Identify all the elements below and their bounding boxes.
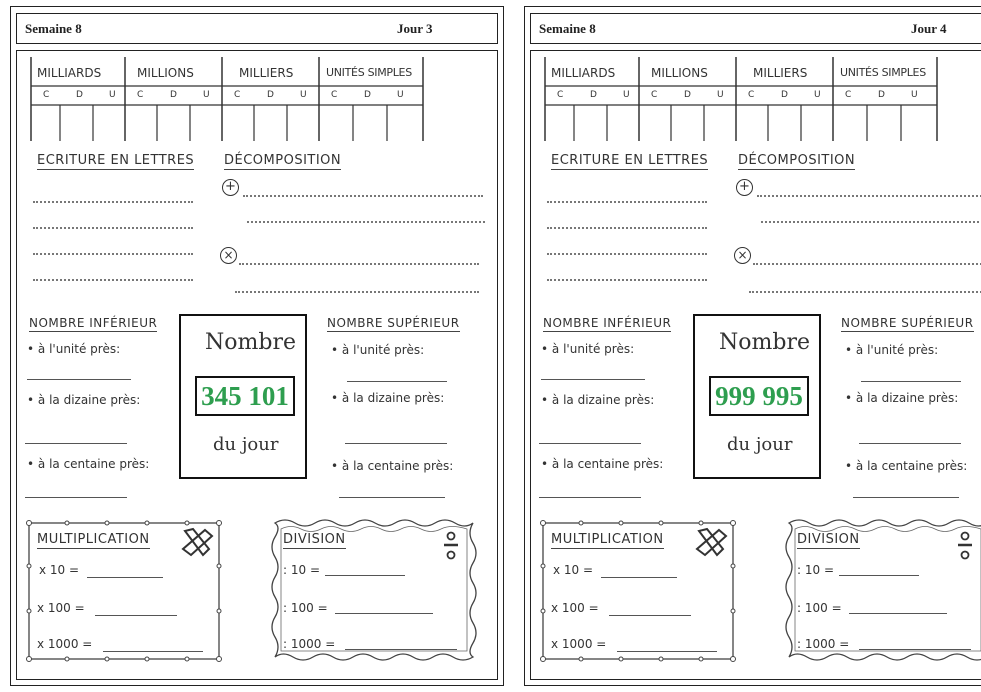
cdu-letter-c: C xyxy=(651,90,658,100)
nombre-value: 345 101 xyxy=(195,376,295,416)
dotted-line xyxy=(33,253,193,255)
x10-label: x 10 = xyxy=(39,563,80,577)
division-title: DIVISION xyxy=(283,532,346,547)
dotted-line xyxy=(33,201,193,203)
nombre-du-jour-box xyxy=(179,314,307,479)
answer-line[interactable] xyxy=(345,443,447,444)
answer-line[interactable] xyxy=(95,615,177,616)
answer-line[interactable] xyxy=(345,649,457,650)
answer-line[interactable] xyxy=(601,577,677,578)
answer-line[interactable] xyxy=(539,497,641,498)
sup-dizaine-label: • à la dizaine près: xyxy=(331,391,445,405)
answer-line[interactable] xyxy=(25,497,127,498)
division-title: DIVISION xyxy=(797,532,860,547)
unites-heading: UNITÉS SIMPLES xyxy=(326,66,412,79)
inf-unite-label: • à l'unité près: xyxy=(27,342,121,356)
divide-sign-icon xyxy=(957,531,973,561)
nombre-du-jour-box xyxy=(693,314,821,479)
answer-line[interactable] xyxy=(87,577,163,578)
sup-centaine-label: • à la centaine près: xyxy=(331,459,454,473)
answer-line[interactable] xyxy=(539,443,641,444)
cdu-letter-u: U xyxy=(911,90,918,100)
inf-dizaine-text: à la dizaine près: xyxy=(37,393,141,407)
multiply-sign-icon xyxy=(693,527,729,557)
cdu-letter-u: U xyxy=(717,90,724,100)
multiplication-title: MULTIPLICATION xyxy=(37,532,150,547)
sup-centaine-text: à la centaine près: xyxy=(855,459,968,473)
answer-line[interactable] xyxy=(25,443,127,444)
milliers-heading: MILLIERS xyxy=(239,66,294,80)
semaine-label: Semaine 8 xyxy=(539,21,596,36)
dotted-line xyxy=(749,291,981,293)
jour-label: Jour 4 xyxy=(911,21,947,36)
cdu-letter-c: C xyxy=(748,90,755,100)
d10-label: : 10 = xyxy=(797,563,834,577)
dotted-line xyxy=(547,253,707,255)
dotted-line xyxy=(239,263,479,265)
d1000-label: : 1000 = xyxy=(797,637,850,651)
cdu-letter-c: C xyxy=(331,90,338,100)
inf-unite-label: • à l'unité près: xyxy=(541,342,635,356)
ecriture-title: ECRITURE EN LETTRES xyxy=(551,153,709,168)
semaine-label: Semaine 8 xyxy=(25,21,82,36)
nombre-superieur-title: NOMBRE SUPÉRIEUR xyxy=(841,316,974,330)
cdu-letter-d: D xyxy=(364,90,371,100)
sup-dizaine-label: • à la dizaine près: xyxy=(845,391,959,405)
inf-centaine-label: • à la centaine près: xyxy=(541,457,664,471)
sup-dizaine-text: à la dizaine près: xyxy=(341,391,445,405)
cdu-letter-d: D xyxy=(878,90,885,100)
cdu-letter-d: D xyxy=(76,90,83,100)
cdu-letter-c: C xyxy=(557,90,564,100)
du-jour-label: du jour xyxy=(213,434,279,455)
answer-line[interactable] xyxy=(541,379,645,380)
sup-centaine-label: • à la centaine près: xyxy=(845,459,968,473)
sup-unite-text: à l'unité près: xyxy=(341,343,425,357)
multiplication-title: MULTIPLICATION xyxy=(551,532,664,547)
answer-line[interactable] xyxy=(859,649,971,650)
x10-label: x 10 = xyxy=(553,563,594,577)
milliards-heading: MILLIARDS xyxy=(37,66,102,80)
dotted-line xyxy=(547,279,707,281)
cdu-letter-c: C xyxy=(234,90,241,100)
nombre-word: Nombre xyxy=(205,330,296,355)
dotted-line xyxy=(757,195,981,197)
d1000-label: : 1000 = xyxy=(283,637,336,651)
millions-heading: MILLIONS xyxy=(137,66,194,80)
milliers-heading: MILLIERS xyxy=(753,66,808,80)
inf-unite-text: à l'unité près: xyxy=(551,342,635,356)
dotted-line xyxy=(33,279,193,281)
decomposition-title: DÉCOMPOSITION xyxy=(224,153,342,168)
answer-line[interactable] xyxy=(609,615,691,616)
times-icon: × xyxy=(220,247,237,264)
divide-sign-icon xyxy=(443,531,459,561)
dotted-line xyxy=(547,227,707,229)
answer-line[interactable] xyxy=(103,651,203,652)
answer-line[interactable] xyxy=(861,381,961,382)
nombre-inferieur-title: NOMBRE INFÉRIEUR xyxy=(29,316,158,330)
sup-centaine-text: à la centaine près: xyxy=(341,459,454,473)
sup-unite-label: • à l'unité près: xyxy=(845,343,939,357)
answer-line[interactable] xyxy=(859,443,961,444)
worksheet-sheet xyxy=(530,50,981,680)
multiply-sign-icon xyxy=(179,527,215,557)
cdu-letter-d: D xyxy=(170,90,177,100)
dotted-line xyxy=(243,195,483,197)
sup-dizaine-text: à la dizaine près: xyxy=(855,391,959,405)
jour-label: Jour 3 xyxy=(397,21,433,36)
plus-icon: + xyxy=(222,179,239,196)
panel-header xyxy=(16,13,498,44)
cdu-letter-c: C xyxy=(137,90,144,100)
cdu-letter-d: D xyxy=(590,90,597,100)
answer-line[interactable] xyxy=(849,613,947,614)
d10-label: : 10 = xyxy=(283,563,320,577)
nombre-superieur-title: NOMBRE SUPÉRIEUR xyxy=(327,316,460,330)
dotted-line xyxy=(753,263,981,265)
sup-unite-label: • à l'unité près: xyxy=(331,343,425,357)
plus-icon: + xyxy=(736,179,753,196)
answer-line[interactable] xyxy=(27,379,131,380)
answer-line[interactable] xyxy=(339,497,445,498)
worksheet-panel-1 xyxy=(10,6,504,686)
inf-dizaine-text: à la dizaine près: xyxy=(551,393,655,407)
answer-line[interactable] xyxy=(325,575,405,576)
worksheet-sheet xyxy=(16,50,498,680)
cdu-letter-u: U xyxy=(814,90,821,100)
cdu-letter-u: U xyxy=(623,90,630,100)
x1000-label: x 1000 = xyxy=(551,637,607,651)
nombre-value: 999 995 xyxy=(709,376,809,416)
inf-centaine-text: à la centaine près: xyxy=(551,457,664,471)
cdu-letter-d: D xyxy=(267,90,274,100)
cdu-letter-d: D xyxy=(781,90,788,100)
decomposition-title: DÉCOMPOSITION xyxy=(738,153,856,168)
answer-line[interactable] xyxy=(839,575,919,576)
ecriture-title: ECRITURE EN LETTRES xyxy=(37,153,195,168)
answer-line[interactable] xyxy=(335,613,433,614)
dotted-line xyxy=(247,221,485,223)
inf-dizaine-label: • à la dizaine près: xyxy=(27,393,141,407)
inf-centaine-text: à la centaine près: xyxy=(37,457,150,471)
answer-line[interactable] xyxy=(853,497,959,498)
dotted-line xyxy=(547,201,707,203)
dotted-line xyxy=(761,221,981,223)
d100-label: : 100 = xyxy=(797,601,842,615)
cdu-letter-d: D xyxy=(684,90,691,100)
milliards-heading: MILLIARDS xyxy=(551,66,616,80)
x100-label: x 100 = xyxy=(37,601,85,615)
du-jour-label: du jour xyxy=(727,434,793,455)
cdu-letter-c: C xyxy=(43,90,50,100)
x1000-label: x 1000 = xyxy=(37,637,93,651)
cdu-letter-u: U xyxy=(109,90,116,100)
millions-heading: MILLIONS xyxy=(651,66,708,80)
worksheet-panel-2 xyxy=(524,6,981,686)
inf-centaine-label: • à la centaine près: xyxy=(27,457,150,471)
x100-label: x 100 = xyxy=(551,601,599,615)
inf-unite-text: à l'unité près: xyxy=(37,342,121,356)
cdu-letter-u: U xyxy=(203,90,210,100)
dotted-line xyxy=(235,291,479,293)
unites-heading: UNITÉS SIMPLES xyxy=(840,66,926,79)
nombre-word: Nombre xyxy=(719,330,810,355)
cdu-letter-u: U xyxy=(397,90,404,100)
sup-unite-text: à l'unité près: xyxy=(855,343,939,357)
times-icon: × xyxy=(734,247,751,264)
answer-line[interactable] xyxy=(617,651,717,652)
cdu-letter-c: C xyxy=(845,90,852,100)
answer-line[interactable] xyxy=(347,381,447,382)
d100-label: : 100 = xyxy=(283,601,328,615)
cdu-letter-u: U xyxy=(300,90,307,100)
dotted-line xyxy=(33,227,193,229)
nombre-inferieur-title: NOMBRE INFÉRIEUR xyxy=(543,316,672,330)
inf-dizaine-label: • à la dizaine près: xyxy=(541,393,655,407)
panel-header xyxy=(530,13,981,44)
